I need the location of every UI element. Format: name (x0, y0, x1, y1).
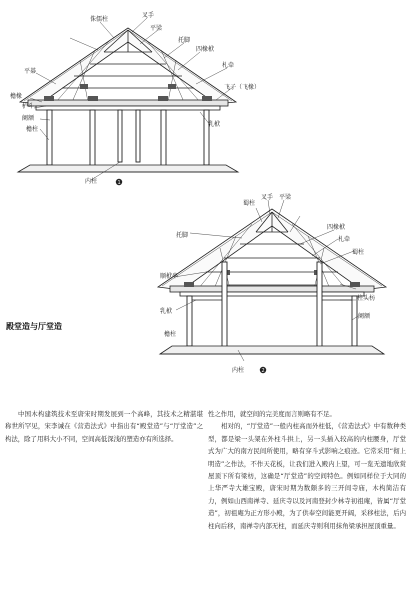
fig2-label-shuzhu: 蜀柱 (243, 200, 256, 207)
fig1-label-tuojiao: 托脚 (178, 37, 191, 44)
fig1-label-neizhu: 内柱 (85, 178, 98, 185)
fig1-label-pingliang: 平梁 (150, 25, 163, 32)
fig1-label-zhaqian: 札牵 (222, 62, 235, 69)
fig2-number: 2 (261, 368, 265, 374)
fig1-label-lane: 阑额 (22, 115, 35, 122)
fig2-label-zhaqian: 札牵 (338, 236, 351, 243)
fig2-label-sichuan: 四椽栿 (327, 224, 346, 231)
fig1-label-sichuan: 四椽栿 (196, 46, 215, 53)
section-title: 殿堂造与厅堂造 (6, 322, 62, 331)
fig2-label-neizhu: 内柱 (232, 367, 245, 374)
paragraph: 性之作用，就空间的完美度而言则略有不足。 (208, 410, 336, 418)
fig2-label-yanzhu: 檐柱 (164, 331, 177, 338)
fig1-label-yingtou: 栌斗 (22, 103, 35, 110)
fig1-label-chashou: 叉手 (142, 12, 155, 19)
fig1-number: 1 (117, 180, 121, 186)
fig2-label-shuzhu-right: 蜀柱 (352, 249, 365, 256)
paragraph: 中国木构建筑技术至唐宋时期发展到一个高峰，其技术之精湛堪称世所罕见，宋李诫在《营造法式》中指出有“殿堂造”与“厅堂造”之构法，除了用料大小不同，空间高低深浅的塑造亦有所选择。 (5, 410, 203, 443)
paragraph: 相对的，“厅堂造”一般内柱高而外柱低，《营造法式》中有数种类型，都是梁一头架在外柱斗拱上，另一头插入较高的内柱腰身，厅堂式为广大的南方民间所使用，略有穿斗式影响之痕迹。它常采用“彻上明造”之作法，不作天花板，让我们进入殿内上望，可一览无遗地欣赏屋顶下所有梁枋，这确是“厅堂造”的空间特色。例如同样位于大同的上华严寺大雄宝殿，唐宋时期为数颇多的三开间寺庙，木构简洁有力，例如山西南禅寺、延庆寺以及河南登封少林寺初祖庵，皆属“厅堂造”，初祖庵为正方形小殿，为了供奉空间能更开阔，采移柱法，后内柱向后移，南禅寺内部无柱，而延庆寺则利用抹角梁承担屋顶重量。 (208, 422, 406, 530)
fig1-label-yanzhu: 檐柱 (26, 126, 39, 133)
fig1-label-rufu: 乳栿 (208, 121, 221, 128)
fig2-label-lane: 阑额 (358, 313, 371, 320)
fig2-label-rufu: 乳栿 (160, 308, 173, 315)
fig2-label-pingliang: 平梁 (279, 194, 292, 201)
figure-1-hall-construction (18, 18, 238, 180)
body-column-right (208, 408, 406, 532)
body-column-left (5, 408, 203, 445)
fig1-label-zhuru: 侏儒柱 (90, 16, 109, 23)
fig1-label-feizi: 飞子（飞椽） (224, 84, 261, 91)
fig2-label-shunfu: 顺栿串 (160, 273, 179, 280)
fig1-label-yanchuan: 檐椽 (10, 93, 23, 100)
fig2-label-chashou: 叉手 (261, 194, 274, 201)
figure-2-hall-construction (158, 200, 386, 361)
fig2-label-zhutou: 柱头枋 (357, 295, 376, 302)
fig2-label-tuojiao: 托脚 (176, 232, 189, 239)
fig1-label-pingqi: 平棊 (24, 68, 37, 75)
